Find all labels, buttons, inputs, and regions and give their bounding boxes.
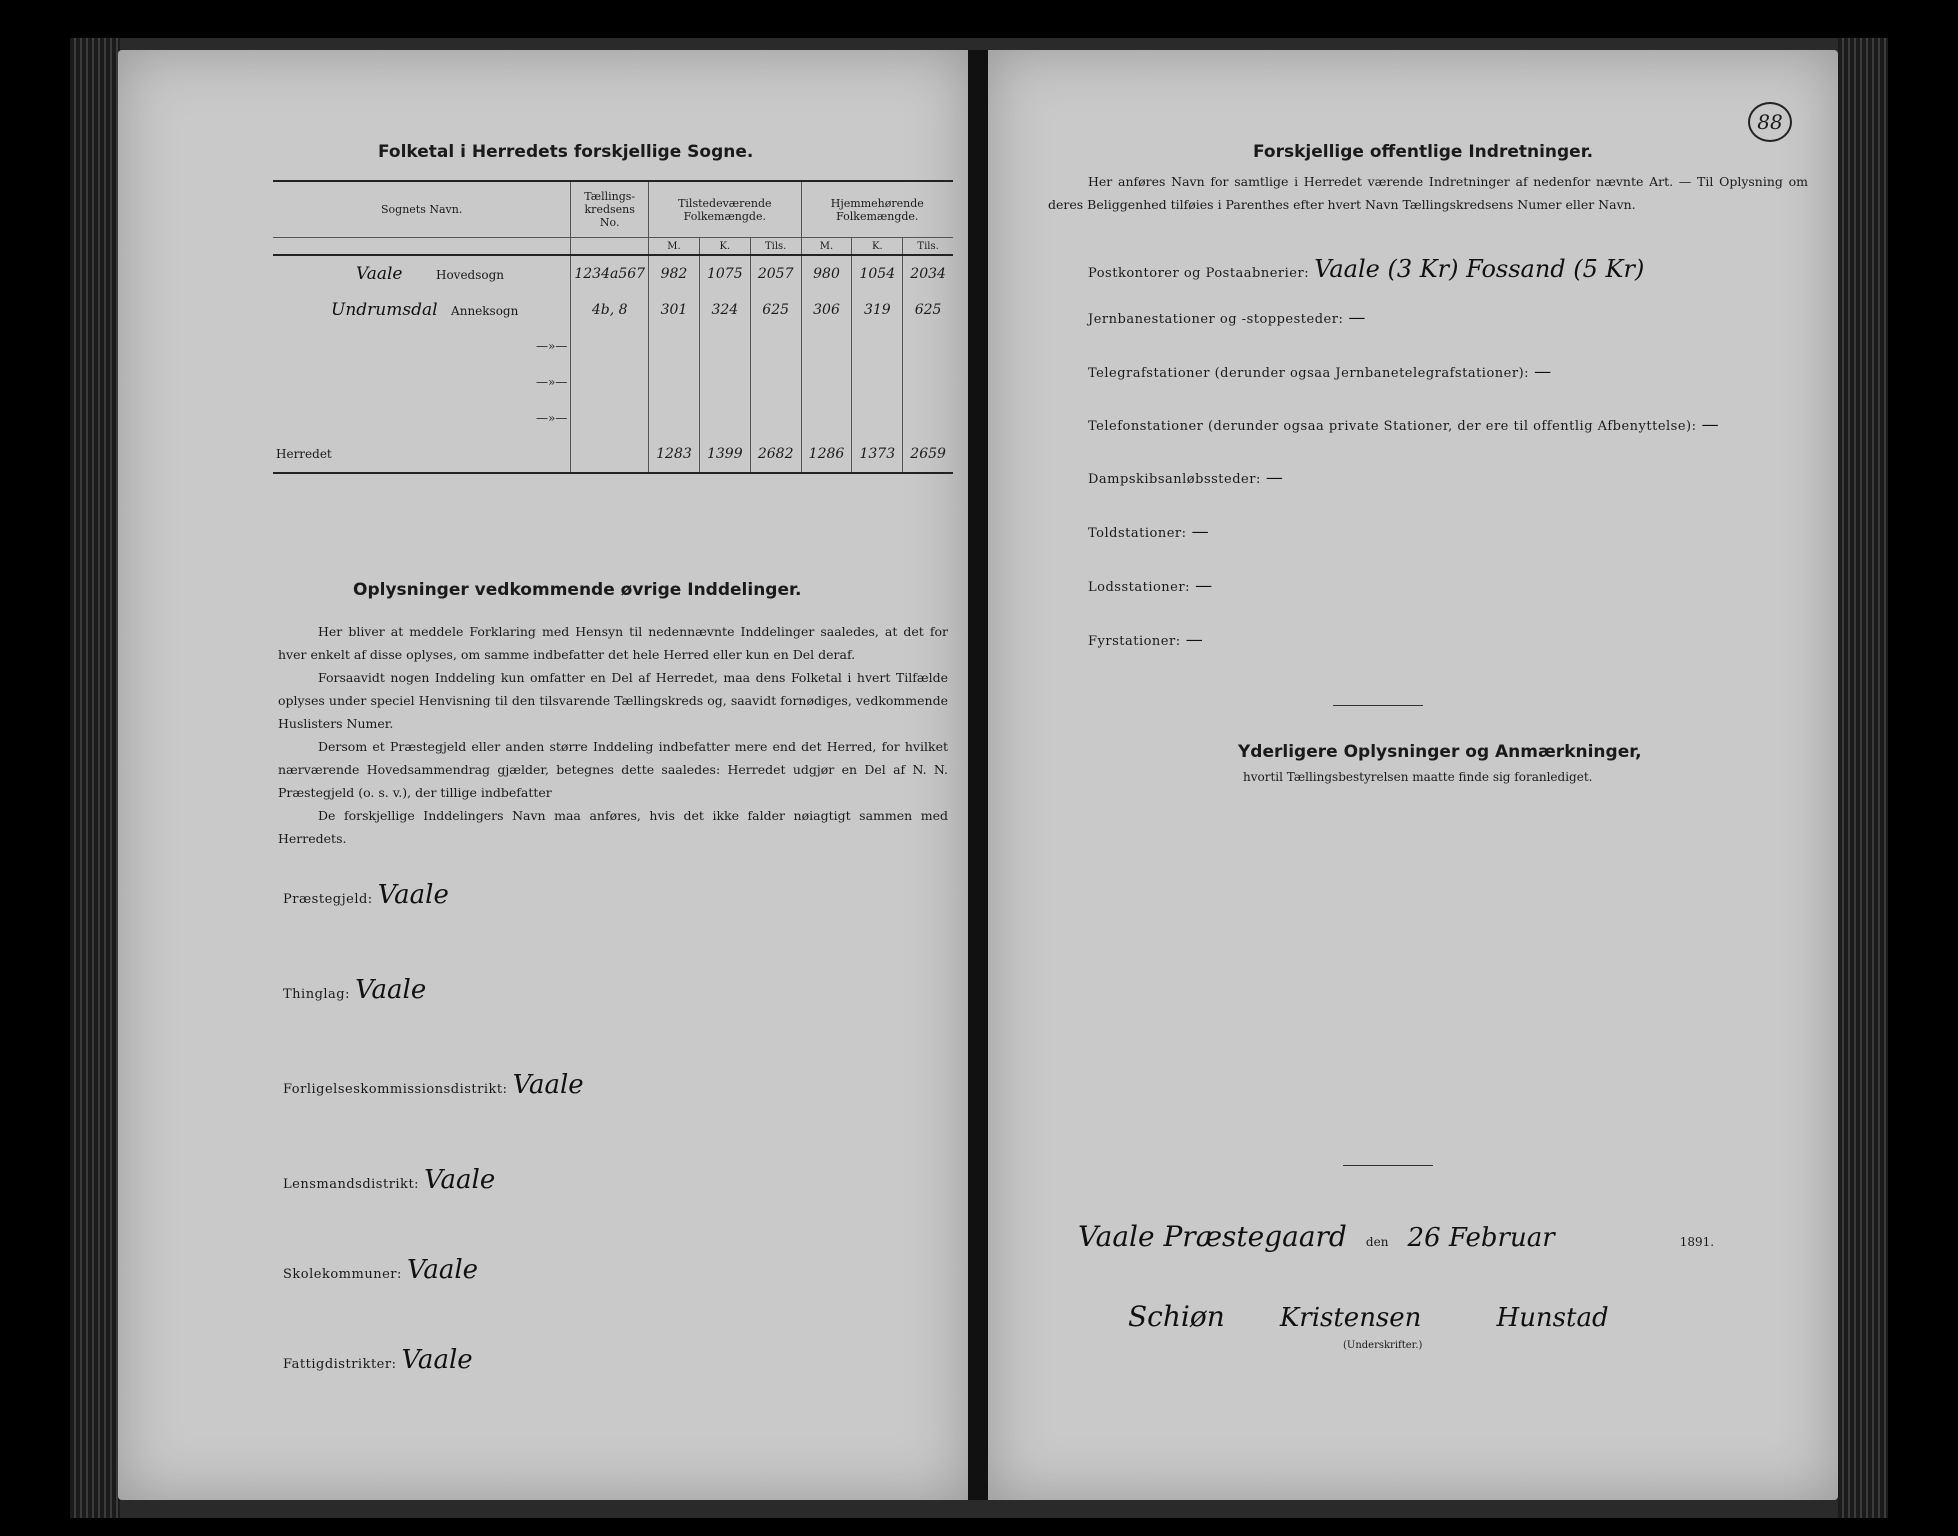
cell-h-m: 980 (801, 255, 852, 292)
cell-h-k: 319 (852, 292, 903, 328)
underskrifter-label: (Underskrifter.) (1343, 1340, 1423, 1351)
total-h-k: 1373 (852, 436, 903, 473)
cell-h-m: 306 (801, 292, 852, 328)
col-hjemme: Hjemmehørende Folkemængde. (801, 181, 953, 238)
field-label: Forligelseskommissionsdistrikt: (283, 1082, 508, 1097)
cell-t-m: 982 (649, 255, 700, 292)
facility-row (1088, 255, 1644, 283)
facility-value: — (1348, 308, 1366, 328)
cell-t-m: 301 (649, 292, 700, 328)
signature: Kristensen (1279, 1303, 1422, 1333)
total-t-t: 2682 (750, 436, 801, 473)
facility-label: Telefonstationer (derunder ogsaa private Stationer, der ere til offentlig Afbenyttelse): (1088, 419, 1697, 434)
signatures-row (1128, 1300, 1728, 1333)
facility-row (1088, 308, 1365, 328)
book-edge-right (1838, 38, 1888, 1518)
divider (1343, 1165, 1433, 1166)
paragraph: Forsaavidt nogen Inddeling kun omfatter en Del af Herredet, maa dens Folketal i hvert Tilfælde oplyses under speciel Henvisning til den tilsvarende Tællingskreds og, saavidt fornødiges, vedkommende Huslisters Numer. (278, 670, 948, 731)
total-t-m: 1283 (649, 436, 700, 473)
facility-label: Lodsstationer: (1088, 580, 1190, 595)
field-value: Vaale (406, 1255, 479, 1285)
cell-h-t: 2034 (903, 255, 953, 292)
page-number: 88 (1748, 102, 1792, 142)
table-row (273, 255, 953, 292)
sub-t-tils: Tils. (750, 238, 801, 256)
facility-row (1088, 522, 1209, 542)
intro-text: Her anføres Navn for samtlige i Herredet værende Indretninger af nedenfor nævnte Art. — Til Oplysning om deres Beliggenhed tilføies i Parenthes efter hvert Navn Tællingskredsens Numer eller Navn. (1048, 174, 1808, 212)
cell-t-k: 324 (699, 292, 750, 328)
field-value: Vaale (401, 1345, 473, 1375)
col-sogn: Sognets Navn. (273, 181, 571, 238)
cell-t-t: 625 (750, 292, 801, 328)
paragraph: Dersom et Præstegjeld eller anden større Inddeling indbefatter mere end det Herred, for hvilket nærværende Hovedsammendrag gjælder, betegnes dette saaledes: Herredet udgjør en Del af N. N. Præstegjeld (o. s. v.), der tillige indbefatter (278, 739, 948, 800)
total-h-m: 1286 (801, 436, 852, 473)
left-page (118, 50, 968, 1500)
right-page (988, 50, 1838, 1500)
instructions-text (278, 620, 948, 850)
facility-label: Fyrstationer: (1088, 634, 1181, 649)
facility-row (1088, 630, 1203, 650)
field-row (283, 1070, 584, 1100)
book-scan (70, 38, 1888, 1518)
place-value: Vaale Præstegaard (1078, 1220, 1347, 1253)
col-kreds: Tællings-kredsens No. (571, 181, 649, 238)
parish-type: —»— (536, 339, 568, 353)
total-t-k: 1399 (699, 436, 750, 473)
facility-value: — (1191, 522, 1209, 542)
field-label: Lensmandsdistrikt: (283, 1177, 420, 1192)
table-row (273, 400, 953, 436)
total-label: Herredet (273, 436, 571, 473)
field-value: Vaale (377, 880, 449, 910)
facility-value: — (1265, 468, 1283, 488)
facility-value: — (1534, 362, 1552, 382)
section-subtitle: hvortil Tællingsbestyrelsen maatte finde sig foranlediget. (1243, 770, 1593, 784)
field-row (283, 1345, 473, 1375)
field-label: Thinglag: (283, 987, 351, 1002)
field-label: Præstegjeld: (283, 892, 373, 907)
facility-label: Telegrafstationer (derunder ogsaa Jernbanetelegrafstationer): (1088, 366, 1530, 381)
book-edge-left (70, 38, 120, 1518)
divider (1333, 705, 1423, 706)
field-label: Fattigdistrikter: (283, 1357, 397, 1372)
den-label: den (1365, 1235, 1389, 1249)
field-value: Vaale (355, 975, 427, 1005)
facility-row (1088, 576, 1212, 596)
field-row (283, 880, 449, 910)
kreds-cell: 4b, 8 (571, 292, 649, 328)
cell-h-k: 1054 (852, 255, 903, 292)
sub-empty-2 (571, 238, 649, 256)
total-h-t: 2659 (903, 436, 953, 473)
kreds-cell: 1234a567 (571, 255, 649, 292)
parish-type: Hovedsogn (435, 268, 505, 282)
col-tilstede: Tilstedeværende Folkemængde. (649, 181, 802, 238)
table-row (273, 292, 953, 328)
signature: Hunstad (1496, 1303, 1609, 1333)
field-row (283, 1255, 478, 1285)
field-row (283, 975, 426, 1005)
facility-value: — (1185, 630, 1203, 650)
parish-name: Vaale (356, 264, 403, 284)
facility-label: Toldstationer: (1088, 526, 1187, 541)
sub-empty-1 (273, 238, 571, 256)
section-title-anmaerkninger: Yderligere Oplysninger og Anmærkninger, (1238, 742, 1642, 762)
facility-value: Vaale (3 Kr) Fossand (5 Kr) (1314, 255, 1645, 283)
table-row (273, 328, 953, 364)
sub-h-tils: Tils. (903, 238, 953, 256)
parish-name: Undrumsdal (331, 300, 438, 320)
year-label: 1891. (1679, 1235, 1715, 1249)
parish-type: —»— (536, 375, 568, 389)
place-date-line (1078, 1220, 1714, 1253)
field-value: Vaale (512, 1070, 584, 1100)
field-row (283, 1165, 495, 1195)
book-spine (968, 50, 988, 1500)
table-total-row (273, 436, 953, 473)
sub-t-k: K. (699, 238, 750, 256)
facility-value: — (1701, 415, 1719, 435)
date-value: 26 Februar (1407, 1223, 1555, 1253)
table-row (273, 364, 953, 400)
facility-row (1088, 468, 1283, 488)
section-title-inddelinger: Oplysninger vedkommende øvrige Inddelinger. (353, 580, 802, 600)
cell-h-t: 625 (903, 292, 953, 328)
facility-row (1088, 415, 1719, 435)
cell-t-t: 2057 (750, 255, 801, 292)
facility-label: Dampskibsanløbssteder: (1088, 472, 1261, 487)
cell-t-k: 1075 (699, 255, 750, 292)
field-value: Vaale (424, 1165, 496, 1195)
sub-h-m: M. (801, 238, 852, 256)
left-page-title: Folketal i Herredets forskjellige Sogne. (378, 142, 754, 162)
right-page-title: Forskjellige offentlige Indretninger. (1253, 142, 1594, 162)
facility-label: Postkontorer og Postaabnerier: (1088, 266, 1310, 281)
parish-type: —»— (536, 411, 568, 425)
facility-row (1088, 362, 1551, 382)
sub-h-k: K. (852, 238, 903, 256)
field-label: Skolekommuner: (283, 1267, 402, 1282)
parish-type: Anneksogn (451, 304, 519, 318)
facility-label: Jernbanestationer og -stoppesteder: (1088, 312, 1344, 327)
population-table (273, 180, 953, 474)
paragraph: Her bliver at meddele Forklaring med Hensyn til nedennævnte Inddelinger saaledes, at det for hver enkelt af disse oplyses, om samme indbefatter det hele Herred eller kun en Del deraf. (278, 624, 948, 662)
facility-value: — (1195, 576, 1213, 596)
signature: Schiøn (1128, 1300, 1225, 1333)
paragraph: De forskjellige Inddelingers Navn maa anføres, hvis det ikke falder nøiagtigt sammen med Herredets. (278, 808, 948, 846)
sub-t-m: M. (649, 238, 700, 256)
